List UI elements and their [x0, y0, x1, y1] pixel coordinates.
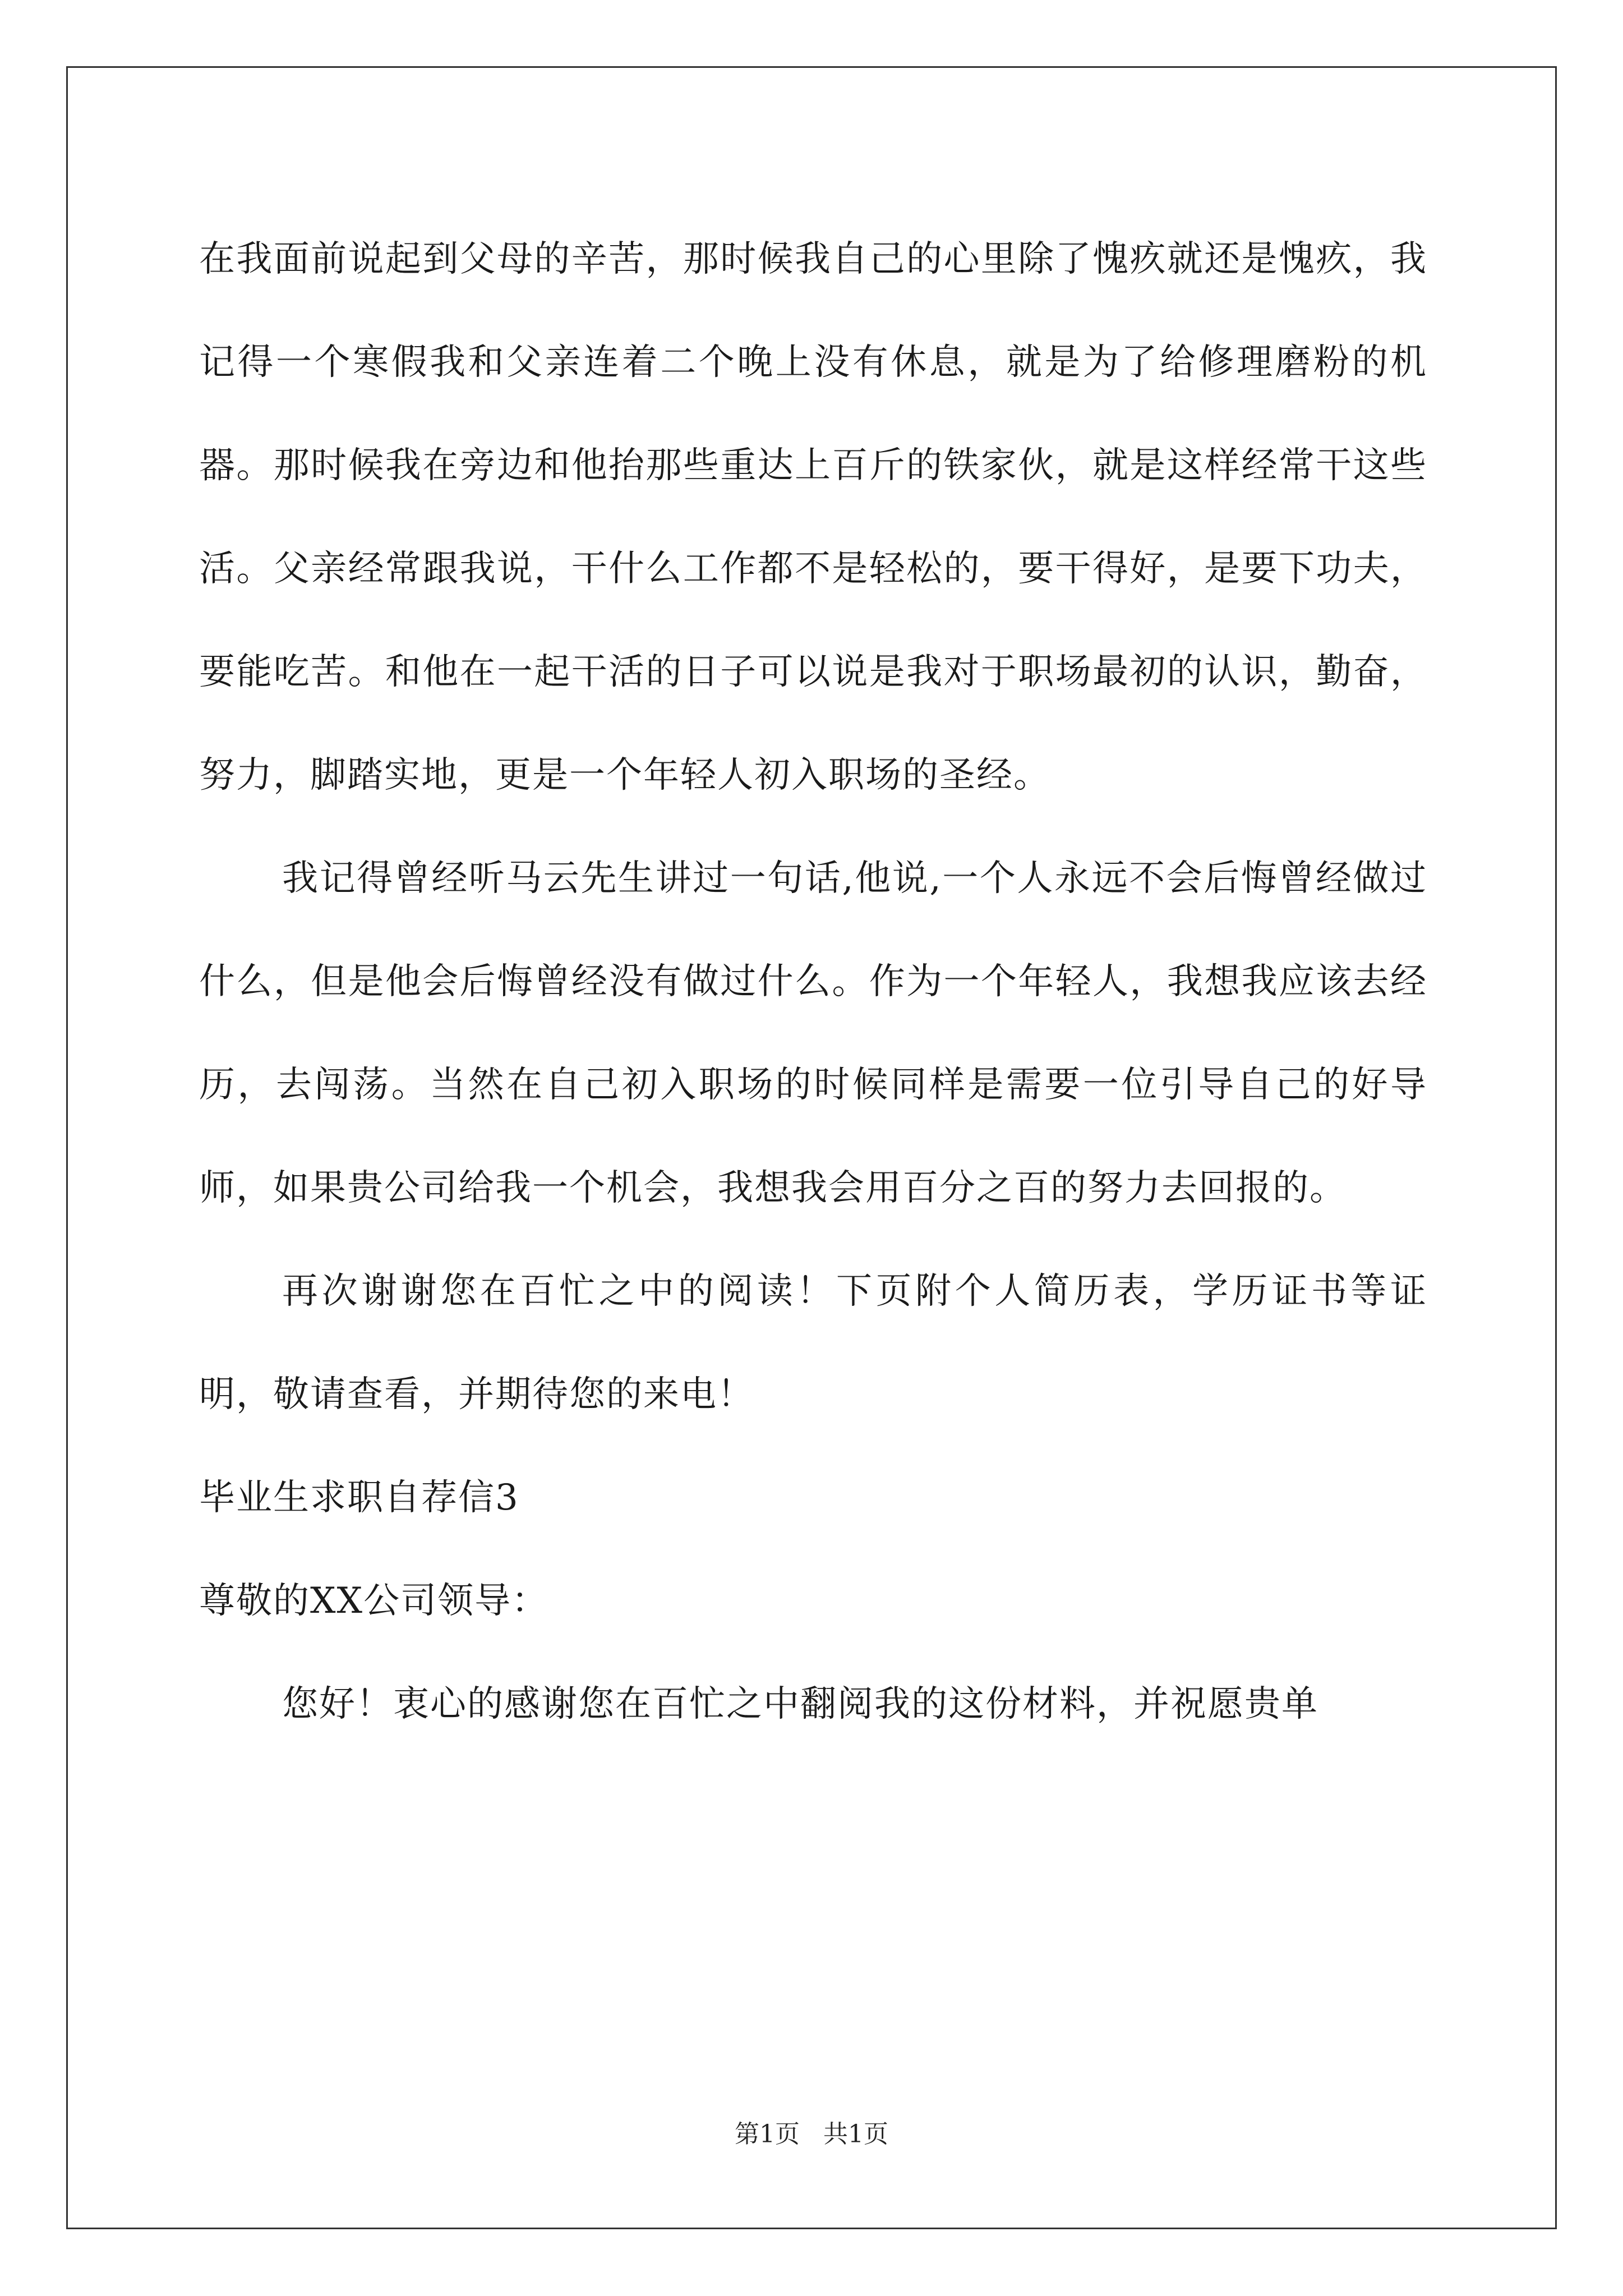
section-title: 毕业生求职自荐信3: [199, 1477, 519, 1519]
page-total: 共1页: [823, 2120, 888, 2148]
page-number: 第1页: [735, 2120, 800, 2148]
paragraph-3: 再次谢谢您在百忙之中的阅读！下页附个人简历表，学历证书等证明，敬请查看，并期待您的来电！: [199, 1271, 1427, 1415]
salutation: 尊敬的XX公司领导：: [199, 1580, 549, 1622]
paragraph-2: 我记得曾经听马云先生讲过一句话,他说,一个人永远不会后悔曾经做过什么，但是他会后悔曾经没有做过什么。作为一个年轻人，我想我应该去经历，去闯荡。当然在自己初入职场的时候同样是需要一位引导自己的好导师，如果贵公司给我一个机会，我想我会用百分之百的努力去回报的。: [199, 858, 1427, 1209]
document-body: [199, 208, 1427, 1756]
page-footer: [0, 2114, 1623, 2150]
paragraph-4: 您好！衷心的感谢您在百忙之中翻阅我的这份材料，并祝愿贵单: [282, 1683, 1318, 1725]
paragraph-1: 在我面前说起到父母的辛苦，那时候我自己的心里除了愧疚就还是愧疚，我记得一个寒假我和父亲连着二个晚上没有休息，就是为了给修理磨粉的机器。那时候我在旁边和他抬那些重达上百斤的铁家伙，就是这样经常干这些活。父亲经常跟我说，干什么工作都不是轻松的，要干得好，是要下功夫，要能吃苦。和他在一起干活的日子可以说是我对于职场最初的认识，勤奋，努力，脚踏实地，更是一个年轻人初入职场的圣经。: [199, 238, 1427, 796]
